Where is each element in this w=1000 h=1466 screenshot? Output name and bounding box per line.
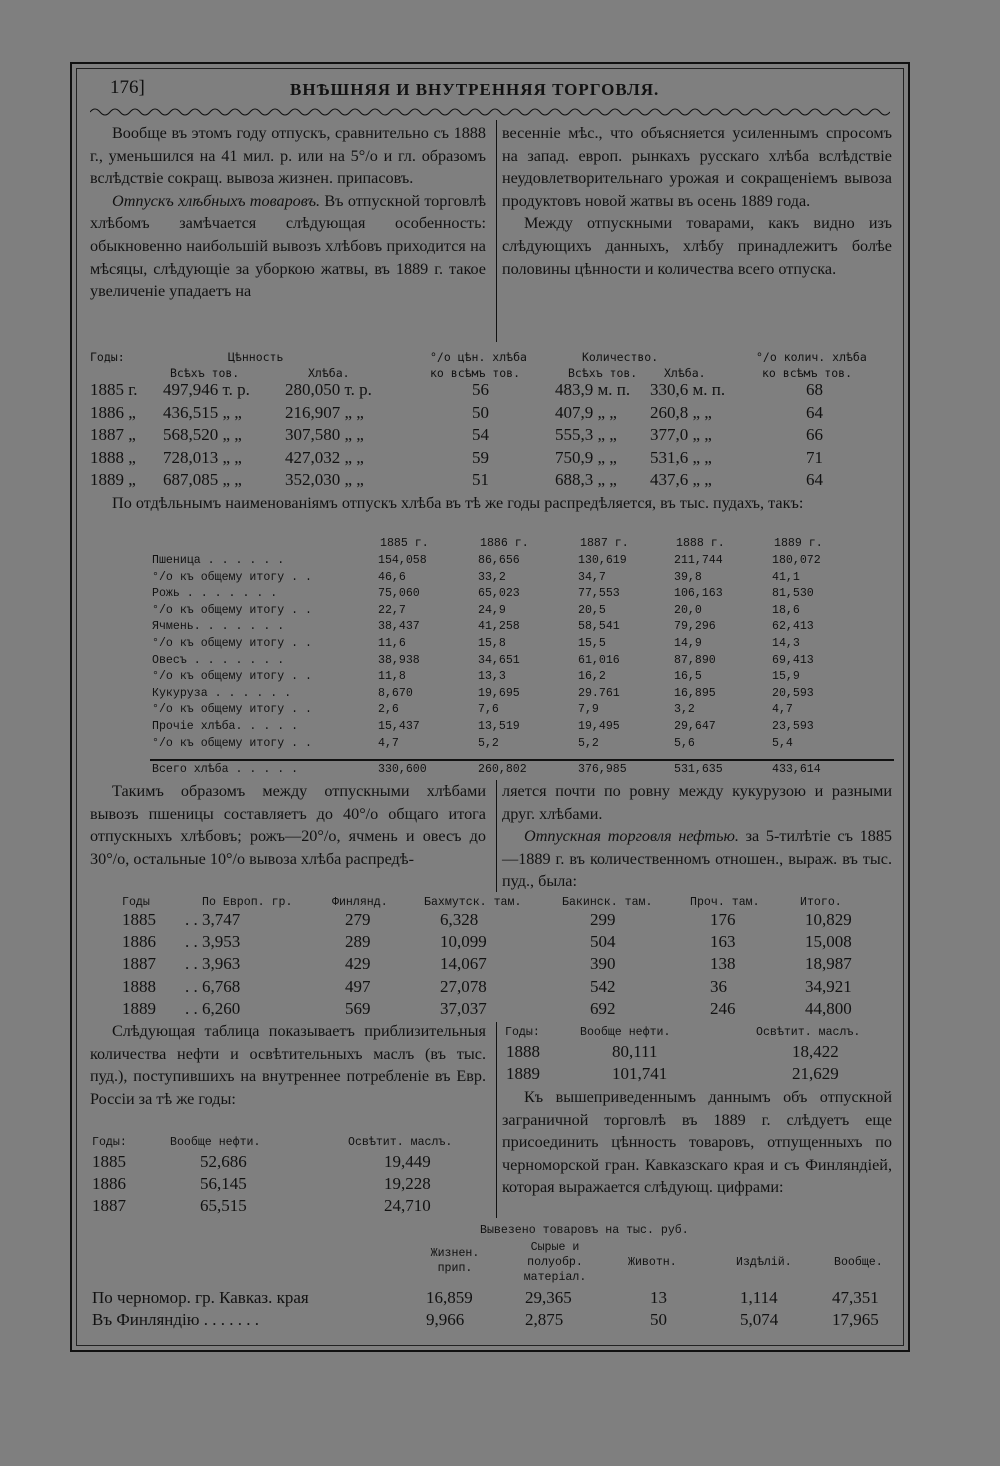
t1-cell-grain: 427,032 „ „ [285, 447, 364, 467]
t3-header: Финлянд. [332, 896, 388, 909]
t3-cell: 36 [710, 976, 727, 996]
t4-header: Освѣтит. маслъ. [348, 1136, 453, 1149]
t3-header: Годы [122, 896, 150, 909]
t1-header-value: Цѣнность [228, 350, 284, 364]
t1-cell-all_q: 483,9 м. п. [555, 380, 631, 399]
t3-header: Проч. там. [690, 896, 760, 909]
t2-cell: 38,938 [378, 653, 420, 667]
t3-cell: 279 [345, 910, 371, 929]
t2-cell: 4,7 [378, 736, 399, 750]
t2-row-label: °/о къ общему итогу . . [152, 736, 313, 750]
t5-header: Сырые и полуобр. матеріал. [523, 1241, 587, 1284]
t3-cell: . . 3,953 [185, 932, 241, 952]
t2-cell: 14,3 [772, 637, 800, 650]
section-title: Отпускная торговля нефтью. [524, 827, 739, 846]
t2-cell: 4,7 [772, 703, 793, 717]
t2-cell: 11,8 [378, 670, 406, 684]
t1-cell-all: 687,085 „ „ [163, 470, 242, 489]
t2-cell: 58,541 [578, 620, 620, 634]
paragraph: Вообще въ этомъ году отпускъ, сравнительно съ 1888 г., уменьшился на 41 мил. р. или на 5°/о и гл. образомъ вслѣдствіе сокращ. вывоза жизнен. припасовъ. [90, 124, 486, 188]
t2-cell: 81,530 [772, 587, 814, 601]
t4-header: Годы: [92, 1136, 127, 1149]
t5-header: Издѣлій. [736, 1256, 792, 1269]
next-right-column [502, 1086, 892, 1199]
t3-cell: 504 [590, 932, 616, 952]
t4-cell: 1887 [92, 1196, 126, 1215]
t5-cell: 17,965 [832, 1310, 879, 1329]
t3-cell: 289 [345, 932, 371, 952]
t1-cell-grain: 352,030 „ „ [285, 470, 364, 489]
t2-cell: 23,593 [772, 720, 814, 733]
t2-cell: 16,2 [578, 670, 606, 684]
t2-cell: 3,2 [674, 703, 695, 717]
t1-cell-grain_q: 330,6 м. п. [650, 380, 726, 399]
t2-cell: 29.761 [578, 686, 620, 700]
column-rule [496, 780, 497, 892]
t1-header-pct-qty: °/о колич. хлѣба [756, 350, 867, 364]
t1-header-pct-value-sub: ко всѣмъ тов. [430, 366, 521, 380]
t5-cell: 13 [650, 1288, 667, 1307]
t1-header-grain-q: Хлѣба. [664, 366, 706, 380]
page-number: 176] [110, 77, 145, 98]
t2-cell: 5,6 [674, 736, 695, 750]
t2-cell: 7,9 [578, 703, 599, 717]
t2-cell: 20,0 [674, 603, 702, 617]
t1-cell-pct_q: 64 [806, 402, 823, 422]
t4b-cell: 18,422 [792, 1042, 839, 1061]
t3-cell: 18,987 [805, 954, 852, 974]
t1-cell-year: 1887 „ [90, 425, 136, 444]
t2-cell: 79,296 [674, 620, 716, 634]
t2-cell: 29,647 [674, 720, 716, 733]
t2-cell: 65,023 [478, 587, 520, 601]
intro-right-column [502, 122, 892, 280]
t3-cell: 14,067 [440, 954, 487, 974]
t4b-cell: 21,629 [792, 1064, 839, 1083]
t2-cell: 5,2 [578, 736, 599, 750]
t5-header: Животн. [628, 1256, 677, 1269]
t1-cell-grain: 280,050 т. р. [285, 380, 372, 399]
t3-cell: 542 [590, 976, 616, 996]
t2-cell: 61,016 [578, 653, 620, 667]
t1-cell-year: 1886 „ [90, 402, 136, 422]
t4-cell: 52,686 [200, 1152, 247, 1171]
column-rule [496, 120, 497, 342]
t1-cell-all: 436,515 „ „ [163, 402, 242, 422]
t2-cell: 41,1 [772, 570, 800, 584]
t3-cell: 15,008 [805, 932, 852, 952]
t2-cell: 77,553 [578, 587, 620, 601]
t5-header: Вообще. [834, 1256, 883, 1269]
t5-header: Жизнен. прип. [430, 1247, 480, 1275]
t2-cell: 39,8 [674, 570, 702, 584]
t4-cell: 56,145 [200, 1174, 247, 1193]
t1-cell-all_q: 555,3 „ „ [555, 425, 617, 444]
t3-cell: 1888 [122, 976, 156, 996]
t2-cell: 34,7 [578, 570, 606, 584]
paragraph: Слѣдующая таблица показываетъ приблизительныя количества нефти и освѣтительныхъ маслъ (въ тыс. пуд.), поступившихъ на внутреннее потребленіе въ Евр. Россіи за тѣ же годы: [90, 1022, 486, 1108]
t2-cell: 41,258 [478, 620, 520, 634]
t1-cell-grain_q: 377,0 „ „ [650, 425, 712, 444]
t3-cell: 692 [590, 998, 616, 1018]
t2-total-cell: 260,802 [478, 763, 527, 776]
t2-cell: 20,593 [772, 686, 814, 700]
paragraph: весенніе мѣс., что объясняется усиленнымъ спросомъ на запад. европ. рынкахъ русскаго хлѣба вслѣдствіе неудовлетворительнаго урожая и сокращеніемъ вывоза продуктовъ новой жатвы въ осень 1889 года. [502, 124, 892, 210]
t3-cell: . . 6,768 [185, 976, 241, 996]
t3-cell: 1885 [122, 910, 156, 929]
t2-row-label: Кукуруза . . . . . . [152, 686, 292, 700]
t4-cell: 1886 [92, 1174, 126, 1193]
paragraph [502, 825, 892, 893]
t2-cell: 15,5 [578, 637, 606, 650]
t2-year-header: 1885 г. [380, 537, 429, 550]
t1-header-grain: Хлѣба. [308, 366, 350, 380]
t2-year-header: 1889 г. [774, 537, 823, 550]
t2-cell: 87,890 [674, 653, 716, 667]
t2-cell: 14,9 [674, 637, 702, 650]
t2-cell: 13,519 [478, 720, 520, 733]
t2-cell: 75,060 [378, 587, 420, 601]
t3-cell: 6,328 [440, 910, 479, 929]
t3-cell: 10,829 [805, 910, 852, 929]
t4b-cell: 101,741 [612, 1064, 668, 1083]
t1-cell-year: 1888 „ [90, 447, 136, 467]
t5-cell: 5,074 [740, 1310, 779, 1329]
t1-cell-pct_q: 71 [806, 447, 823, 467]
t5-title: Вывезено товаровъ на тыс. руб. [480, 1224, 689, 1237]
after-t2-left [90, 780, 486, 870]
t2-cell: 46,6 [378, 570, 406, 584]
t3-cell: 429 [345, 954, 371, 974]
t5-cell: 29,365 [525, 1288, 572, 1307]
mid-paragraph [90, 492, 890, 515]
paragraph: ляется почти по ровну между кукурузою и разными друг. хлѣбами. [502, 782, 892, 823]
t5-cell: 47,351 [832, 1288, 879, 1307]
table-rule [150, 759, 894, 761]
t4-cell: 65,515 [200, 1196, 247, 1215]
t1-cell-pct: 50 [472, 402, 489, 422]
t2-row-label: Ячмень. . . . . . . [152, 620, 285, 634]
t1-header-years: Годы: [90, 350, 125, 364]
t3-cell: 1886 [122, 932, 156, 952]
t3-cell: 44,800 [805, 998, 852, 1018]
t1-cell-grain: 216,907 „ „ [285, 402, 364, 422]
t2-year-header: 1886 г. [480, 537, 529, 550]
t1-cell-all: 728,013 „ „ [163, 447, 242, 467]
t2-cell: 19,695 [478, 686, 520, 700]
t4-header: Вообще нефти. [170, 1136, 261, 1149]
t3-header: Итого. [800, 896, 842, 909]
t1-header-pct-value: °/о цѣн. хлѣба [430, 350, 527, 364]
t1-cell-grain_q: 437,6 „ „ [650, 470, 712, 489]
t4b-cell: 80,111 [612, 1042, 658, 1061]
t2-row-label: Овесъ . . . . . . . [152, 653, 285, 667]
t2-cell: 19,495 [578, 720, 620, 733]
t2-row-label: Рожь . . . . . . . [152, 587, 278, 601]
after-t2-right [502, 780, 892, 893]
paragraph: Между отпускными товарами, какъ видно изъ слѣдующихъ данныхъ, хлѣбу принадлежитъ болѣе половины цѣнности и количества всего отпуска. [502, 214, 892, 278]
paragraph-text: за 5-тилѣтіе съ 1885—1889 г. въ количественномъ отношен., выраж. въ тыс. пуд., была: [502, 827, 893, 891]
t2-cell: 24,9 [478, 603, 506, 617]
t2-row-label: Пшеница . . . . . . [152, 554, 285, 567]
paragraph: Къ вышеприведеннымъ даннымъ объ отпускной заграничной торговлѣ въ 1889 г. слѣдуетъ еще присоединить цѣнность товаровъ, отпущенныхъ по черноморской гран. Кавказскаго края и съ Финляндіей, которая выражается слѣдующ. цифрами: [502, 1088, 892, 1197]
t4-cell: 19,449 [384, 1152, 431, 1171]
t3-cell: 390 [590, 954, 616, 974]
t3-cell: 497 [345, 976, 371, 996]
t4b-cell: 1889 [506, 1064, 540, 1083]
t3-cell: . . 3,963 [185, 954, 241, 974]
wavy-rule [90, 106, 890, 118]
t2-row-label: °/о къ общему итогу . . [152, 637, 313, 650]
t2-cell: 11,6 [378, 637, 406, 650]
t5-cell: 2,875 [525, 1310, 564, 1329]
t2-total-cell: 376,985 [578, 763, 627, 776]
t1-cell-year: 1889 „ [90, 470, 136, 489]
t3-cell: . . 6,260 [185, 998, 241, 1018]
t2-cell: 15,8 [478, 637, 506, 650]
t1-cell-pct_q: 64 [806, 470, 823, 489]
t1-header-pct-qty-sub: ко всѣмъ тов. [762, 366, 853, 380]
t4-cell: 24,710 [384, 1196, 431, 1215]
running-header: ВНѢШНЯЯ И ВНУТРЕННЯЯ ТОРГОВЛЯ. [290, 80, 660, 99]
t1-header-all: Всѣхъ тов. [170, 366, 240, 380]
t5-row-label: По черномор. гр. Кавказ. края [92, 1288, 309, 1307]
t5-row-label: Въ Финляндію . . . . . . . [92, 1310, 259, 1329]
t2-cell: 16,5 [674, 670, 702, 684]
t3-cell: 1889 [122, 998, 156, 1018]
intro-left-column [90, 122, 486, 303]
t1-cell-year: 1885 г. [90, 380, 138, 399]
t2-row-label: Прочіе хлѣба. . . . . [152, 720, 299, 733]
t1-cell-pct: 59 [472, 447, 489, 467]
section-title: Отпускъ хлѣбныхъ товаровъ. [112, 191, 321, 210]
t1-cell-grain: 307,580 „ „ [285, 425, 364, 444]
t5-cell: 1,114 [740, 1288, 778, 1307]
t2-cell: 18,6 [772, 603, 800, 617]
t5-cell: 16,859 [426, 1288, 473, 1307]
t1-cell-all_q: 750,9 „ „ [555, 447, 617, 467]
t2-cell: 8,670 [378, 686, 413, 700]
t3-cell: 569 [345, 998, 371, 1018]
paragraph: По отдѣльнымъ наименованіямъ отпускъ хлѣба въ тѣ же годы распредѣляется, въ тыс. пудахъ, такъ: [112, 494, 804, 512]
t2-total-cell: 433,614 [772, 763, 821, 776]
t1-cell-pct: 51 [472, 470, 489, 489]
t4-cell: 1885 [92, 1152, 126, 1171]
t4b-cell: 1888 [506, 1042, 540, 1061]
next-left-column [90, 1020, 486, 1110]
paragraph [90, 190, 486, 303]
t1-cell-all: 568,520 „ „ [163, 425, 242, 444]
t1-cell-all: 497,946 т. р. [163, 380, 250, 399]
paragraph-text: Въ отпускной торговлѣ хлѣбомъ замѣчается слѣдующая особенность: обыкновенно наибольшій вывозъ хлѣбовъ приходится на мѣсяцы, слѣдующіе за уборкою жатвы, въ 1889 г. такое увеличеніе упадаетъ на [90, 191, 486, 301]
t3-cell: 37,037 [440, 998, 487, 1018]
t2-cell: 38,437 [378, 620, 420, 634]
t5-cell: 50 [650, 1310, 667, 1329]
t3-cell: 138 [710, 954, 736, 974]
t3-cell: 27,078 [440, 976, 487, 996]
t2-cell: 154,058 [378, 554, 427, 567]
t2-total-label: Всего хлѣба . . . . . [152, 763, 299, 776]
t3-cell: 176 [710, 910, 736, 929]
t4b-header: Вообще нефти. [580, 1026, 671, 1039]
t2-row-label: °/о къ общему итогу . . [152, 603, 313, 617]
t2-cell: 22,7 [378, 603, 406, 617]
t2-total-cell: 531,635 [674, 763, 723, 776]
t1-cell-all_q: 688,3 „ „ [555, 470, 617, 489]
t2-cell: 20,5 [578, 603, 606, 617]
t1-cell-pct: 54 [472, 425, 489, 444]
t2-cell: 106,163 [674, 587, 723, 601]
t2-cell: 13,3 [478, 670, 506, 684]
t2-cell: 5,4 [772, 736, 793, 750]
t2-cell: 15,9 [772, 670, 800, 684]
t2-cell: 180,072 [772, 554, 821, 567]
t2-cell: 33,2 [478, 570, 506, 584]
t2-cell: 5,2 [478, 736, 499, 750]
t1-header-all-q: Всѣхъ тов. [568, 366, 638, 380]
t3-header: По Европ. гр. [202, 896, 293, 909]
t3-cell: . . 3,747 [185, 910, 241, 929]
t3-cell: 10,099 [440, 932, 487, 952]
t2-cell: 16,895 [674, 686, 716, 700]
t1-cell-grain_q: 531,6 „ „ [650, 447, 712, 467]
t2-cell: 34,651 [478, 653, 520, 667]
t1-cell-grain_q: 260,8 „ „ [650, 402, 712, 422]
t2-cell: 7,6 [478, 703, 499, 717]
t3-cell: 299 [590, 910, 616, 929]
t2-year-header: 1887 г. [580, 537, 629, 550]
t2-cell: 62,413 [772, 620, 814, 634]
paragraph: Такимъ образомъ между отпускными хлѣбами вывозъ пшеницы составляетъ до 40°/о общаго итога отпускныхъ хлѣбовъ; рожъ—20°/о, ячмень и овесъ до 30°/о, остальные 10°/о вывоза хлѣба распредѣ- [90, 782, 486, 868]
t2-row-label: °/о къ общему итогу . . [152, 670, 313, 684]
t2-cell: 15,437 [378, 720, 420, 733]
t4-cell: 19,228 [384, 1174, 431, 1193]
t3-header: Бахмутск. там. [424, 896, 522, 909]
t1-header-quantity: Количество. [582, 350, 659, 364]
t4b-header: Годы: [505, 1026, 540, 1039]
t4b-header: Освѣтит. маслъ. [756, 1026, 861, 1039]
t1-cell-all_q: 407,9 „ „ [555, 402, 617, 422]
t2-cell: 69,413 [772, 653, 814, 667]
t1-cell-pct: 56 [472, 380, 489, 399]
t2-cell: 130,619 [578, 554, 627, 567]
t1-cell-pct_q: 66 [806, 425, 823, 444]
t3-cell: 34,921 [805, 976, 852, 996]
t2-cell: 211,744 [674, 554, 723, 567]
t3-cell: 1887 [122, 954, 156, 974]
t2-cell: 2,6 [378, 703, 399, 717]
t2-year-header: 1888 г. [676, 537, 725, 550]
t3-cell: 246 [710, 998, 736, 1018]
t2-total-cell: 330,600 [378, 763, 427, 776]
t2-cell: 86,656 [478, 554, 520, 567]
t3-cell: 163 [710, 932, 736, 952]
column-rule [496, 1022, 497, 1218]
t3-header: Бакинск. там. [562, 896, 653, 909]
t5-cell: 9,966 [426, 1310, 465, 1329]
t1-cell-pct_q: 68 [806, 380, 823, 399]
t2-row-label: °/о къ общему итогу . . [152, 570, 313, 584]
t2-row-label: °/о къ общему итогу . . [152, 703, 313, 717]
